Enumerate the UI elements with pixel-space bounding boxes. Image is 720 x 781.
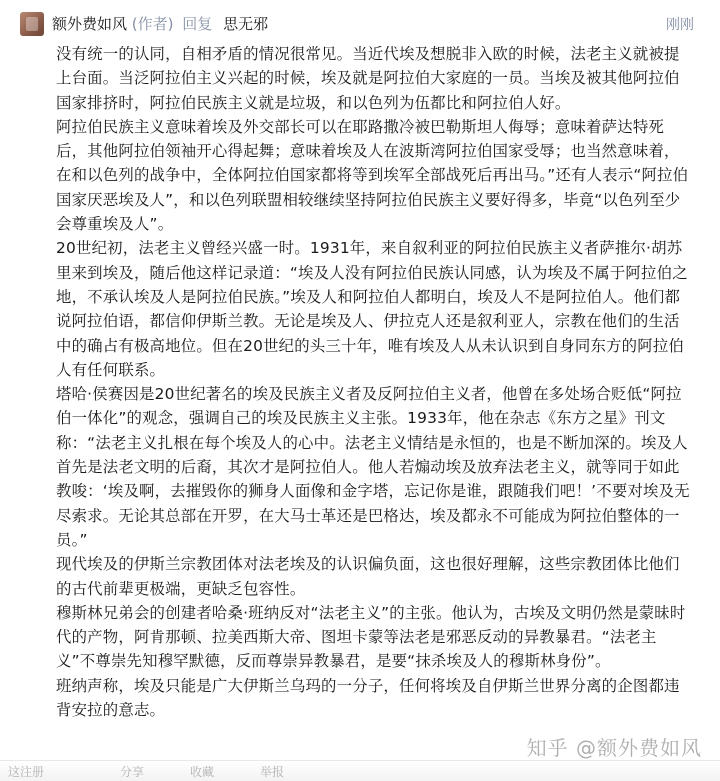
- comment-paragraph: 现代埃及的伊斯兰宗教团体对法老埃及的认识偏负面，这也很好理解，这些宗教团体比他们的古代前辈更极端，更缺乏包容性。: [56, 555, 680, 598]
- comment-header: [0, 0, 720, 44]
- comment-paragraph: 20世纪初，法老主义曾经兴盛一时。1931年，来自叙利亚的阿拉伯民族主义者萨推尔·胡苏里来到埃及，随后他这样记录道：“埃及人没有阿拉伯民族认同感，认为埃及不属于阿拉伯之地，不承认埃及人是阿拉伯民族。”埃及人和阿拉伯人都明白，埃及人不是阿拉伯人。他们都说阿拉伯语，都信仰伊斯兰教。无论是埃及人、伊拉克人还是叙利亚人，宗教在他们的生活中的确占有极高地位。但在20世纪的头三十年，唯有埃及人从未认识到自身同东方的阿拉伯人有任何联系。: [56, 239, 688, 379]
- footer-action[interactable]: 收藏: [190, 765, 215, 779]
- comment-paragraph: 阿拉伯民族主义意味着埃及外交部长可以在耶路撒冷被巴勒斯坦人侮辱；意味着萨达特死后，其他阿拉伯领袖开心得起舞；意味着埃及人在波斯湾阿拉伯国家受辱；也当然意味着，在和以色列的战争中，全体阿拉伯国家都将等到埃军全部战死后再出马。”还有人表示“阿拉伯国家厌恶埃及人”，和以色列联盟相较继续坚持阿拉伯民族主义要好得多，毕竟“以色列至少会尊重埃及人”。: [56, 117, 689, 234]
- footer-action[interactable]: 举报: [260, 765, 285, 779]
- comment-body: [56, 42, 694, 722]
- author-name[interactable]: 额外费如风: [52, 15, 128, 33]
- comment-paragraph: 没有统一的认同，自相矛盾的情况很常见。当近代埃及想脱非入欧的时候，法老主义就被提上台面。当泛阿拉伯主义兴起的时候，埃及就是阿拉伯大家庭的一员。当埃及被其他阿拉伯国家排挤时，阿拉伯民族主义就是垃圾，和以色列为伍都比和阿拉伯人好。: [56, 45, 680, 112]
- footer-action-bar: [0, 760, 720, 781]
- footer-action[interactable]: 分享: [120, 765, 145, 779]
- zhihu-watermark: 知乎 @额外费如风: [526, 736, 702, 760]
- author-tag: (作者): [131, 15, 174, 33]
- comment-paragraph: 穆斯林兄弟会的创建者哈桑·班纳反对“法老主义”的主张。他认为，古埃及文明仍然是蒙昧时代的产物，阿肯那顿、拉美西斯大帝、图坦卡蒙等法老是邪恶反动的异教暴君。“法老主义”不尊崇先知穆罕默德，反而尊崇异教暴君，是要“抹杀埃及人的穆斯林身份”。: [56, 603, 686, 671]
- author-avatar[interactable]: [20, 12, 44, 36]
- footer-action[interactable]: 这注册: [8, 765, 45, 779]
- avatar-image: [26, 17, 38, 31]
- comment-paragraph: 班纳声称，埃及只能是广大伊斯兰乌玛的一分子，任何将埃及自伊斯兰世界分离的企图都违背安拉的意志。: [56, 676, 680, 720]
- reply-label: 回复: [182, 15, 213, 33]
- comment-paragraph: 塔哈·侯赛因是20世纪著名的埃及民族主义者及反阿拉伯主义者，他曾在多处场合贬低“阿拉伯一体化”的观念，强调自己的埃及民族主义主张。1933年，他在杂志《东方之星》刊文称：“法老主义扎根在每个埃及人的心中。法老主义情结是永恒的，也是不断加深的。埃及人首先是法老文明的后裔，其次才是阿拉伯人。他人若煽动埃及放弃法老主义，就等同于如此教唆：‘埃及啊，去摧毁你的狮身人面像和金字塔，忘记你是谁，跟随我们吧！’不要对埃及无尽索求。无论其总部在开罗，在大马士革还是巴格达，埃及都永不可能成为阿拉伯整体的一员。”: [56, 385, 690, 549]
- comment-timestamp: 刚刚: [666, 17, 694, 33]
- reply-to-user[interactable]: 思无邪: [223, 15, 269, 33]
- comment-meta: [52, 13, 268, 34]
